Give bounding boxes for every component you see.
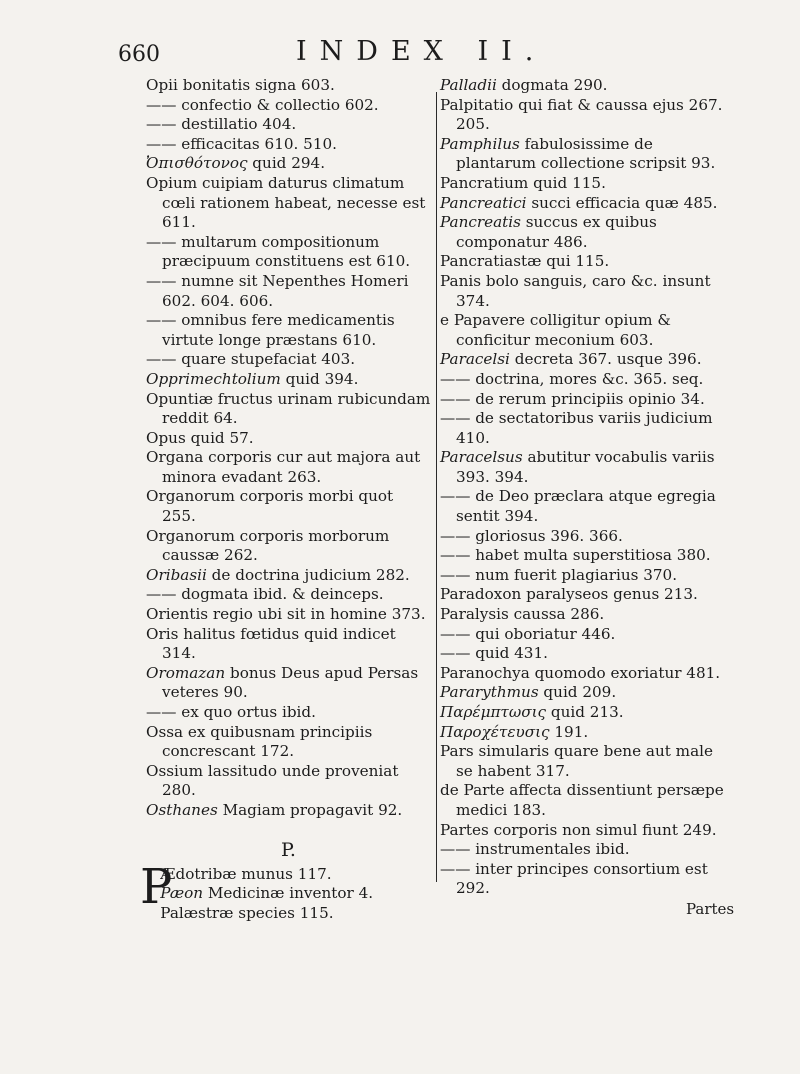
index-entry xyxy=(146,76,431,96)
entry-text: —— confectio & collectio 602. xyxy=(146,95,379,114)
index-entry xyxy=(146,370,431,390)
index-entry xyxy=(146,487,431,526)
entry-text: 191. xyxy=(549,722,589,741)
entry-text: Magiam propagavit 92. xyxy=(217,800,403,819)
entry-text: Paranochya quomodo exoriatur 481. xyxy=(440,663,721,682)
index-entry xyxy=(146,389,436,429)
entry-text: quid 213. xyxy=(546,703,624,721)
index-entry xyxy=(440,390,732,410)
index-entry xyxy=(146,585,431,605)
entry-text: Opuntiæ fructus urinam rubicundam reddit 64. xyxy=(146,389,436,428)
entry-text: Ossium lassitudo unde proveniat 280. xyxy=(146,761,404,800)
column-divider xyxy=(436,92,437,882)
index-entry xyxy=(146,96,431,116)
entry-head: Palladii xyxy=(440,76,497,94)
entry-text: Organorum corporis morbi quot 255. xyxy=(146,487,398,526)
index-entry xyxy=(146,566,431,586)
entry-text: de doctrina judicium 282. xyxy=(206,565,410,584)
entry-text: —— gloriosus 396. 366. xyxy=(440,526,623,545)
index-entry xyxy=(440,252,732,272)
entry-text: Ædotribæ munus 117. xyxy=(160,864,332,883)
entry-text: Ossa ex quibusnam principiis concrescant 172. xyxy=(146,722,378,761)
entry-text: succus ex quibus componatur 486. xyxy=(456,213,662,251)
entry-text: fabulosissime de plantarum collectione scripsit 93. xyxy=(456,134,716,173)
entry-text: Palæstræ species 115. xyxy=(160,903,334,922)
index-entry xyxy=(146,174,431,233)
left-column xyxy=(140,76,436,923)
entry-text: quid 294. xyxy=(247,154,326,173)
index-entry xyxy=(146,801,431,821)
entry-text: Organa corporis cur aut majora aut minora evadant 263. xyxy=(146,448,426,486)
index-entry xyxy=(440,664,732,684)
entry-text: Opii bonitatis signa 603. xyxy=(146,76,335,94)
entry-text: Oris halitus fœtidus quid indicet 314. xyxy=(146,624,401,663)
index-entry xyxy=(146,723,431,762)
entry-text: —— inter principes consortium est 292. xyxy=(440,859,713,898)
index-entry xyxy=(440,840,732,860)
index-entry xyxy=(440,585,732,605)
index-entry xyxy=(146,904,431,924)
entry-text: Paralysis caussa 286. xyxy=(440,605,605,624)
entry-text: Paradoxon paralyseos genus 213. xyxy=(440,585,698,604)
entry-head: Pamphilus xyxy=(440,134,520,153)
drop-cap: P xyxy=(140,858,173,915)
index-entry xyxy=(440,605,732,625)
entry-text: Orientis regio ubi sit in homine 373. xyxy=(146,605,426,624)
index-entry xyxy=(146,762,431,801)
entry-text: —— num fuerit plagiarius 370. xyxy=(440,565,678,584)
entry-text: —— efficacitas 610. 510. xyxy=(146,134,338,153)
entry-head: Paracelsus xyxy=(440,448,523,467)
index-entry xyxy=(440,135,732,174)
index-entry xyxy=(440,96,732,135)
index-entry xyxy=(440,213,732,252)
index-entry xyxy=(146,135,431,155)
entry-head: Παρέμπτωσις xyxy=(440,703,547,721)
entry-head: Pararythmus xyxy=(440,683,539,702)
entry-text: —— de rerum principiis opinio 34. xyxy=(440,389,705,408)
entry-text: Pancratiastæ qui 115. xyxy=(440,252,610,271)
section-letter: P. xyxy=(281,838,296,861)
index-entry xyxy=(440,703,732,723)
index-entry xyxy=(146,703,431,723)
left-entries xyxy=(146,76,436,821)
entry-text: —— multarum compositionum præcipuum constituens est 610. xyxy=(146,232,411,271)
entry-text: —— de sectatoribus variis judicium 410. xyxy=(440,409,718,447)
index-entry xyxy=(440,409,732,448)
entry-text: —— doctrina, mores &c. 365. seq. xyxy=(440,369,704,388)
index-entry xyxy=(146,154,431,174)
entry-text: —— quare stupefaciat 403. xyxy=(146,350,356,369)
index-entry xyxy=(440,487,732,526)
index-entry xyxy=(146,527,431,566)
entry-text: Panis bolo sanguis, caro &c. insunt 374. xyxy=(440,271,716,310)
entry-head: Παροχέτευσις xyxy=(440,722,550,741)
index-entry xyxy=(440,527,732,547)
right-entries xyxy=(440,76,732,899)
page-number: 660 xyxy=(118,42,160,67)
index-entry xyxy=(440,683,732,703)
index-entry xyxy=(440,546,732,566)
entry-head: Ὀπισθότονος xyxy=(146,154,248,173)
entry-text: —— qui oboriatur 446. xyxy=(440,624,616,643)
entry-head: Oromazan xyxy=(146,663,226,682)
entry-text: Pancratium quid 115. xyxy=(440,173,606,192)
index-entry xyxy=(440,742,732,781)
entry-text: e Papavere colligitur opium & conficitur meconium 603. xyxy=(440,311,676,349)
right-column xyxy=(440,76,732,899)
index-entry xyxy=(440,76,732,96)
index-entry xyxy=(146,865,431,885)
entry-text: Organorum corporis morborum caussæ 262. xyxy=(146,526,395,565)
index-entry xyxy=(440,625,732,645)
entry-text: Pars simularis quare bene aut male se habent 317. xyxy=(440,742,718,780)
index-entry xyxy=(146,884,431,904)
entry-head: Pancreatis xyxy=(440,213,521,232)
entry-text: quid 394. xyxy=(280,369,359,388)
entry-head: Opprimechtolium xyxy=(146,369,281,388)
entry-text: dogmata 290. xyxy=(496,76,608,94)
entry-text: —— instrumentales ibid. xyxy=(440,840,630,859)
entry-text: Partes corporis non simul fiunt 249. xyxy=(440,820,717,839)
entry-text: quid 209. xyxy=(538,683,617,702)
index-entry xyxy=(146,311,431,350)
entry-text: —— destillatio 404. xyxy=(146,115,297,134)
index-entry xyxy=(146,350,431,370)
index-entry xyxy=(440,272,732,311)
index-entry xyxy=(146,605,431,625)
index-entry xyxy=(440,723,732,743)
index-entry xyxy=(146,233,431,272)
entry-text: —— numne sit Nepenthes Homeri 602. 604. 606. xyxy=(146,271,414,310)
entry-text: bonus Deus apud Persas veteres 90. xyxy=(162,663,423,702)
entry-text: de Parte affecta dissentiunt persæpe medici 183. xyxy=(440,781,729,819)
index-entry xyxy=(440,350,732,370)
entry-text: —— quid 431. xyxy=(440,644,548,663)
index-entry xyxy=(440,644,732,664)
running-title: INDEX II. xyxy=(296,36,547,67)
index-entry xyxy=(440,194,732,214)
index-entry xyxy=(440,311,732,350)
entry-text: succi efficacia quæ 485. xyxy=(526,193,718,212)
index-entry xyxy=(440,821,732,841)
index-entry xyxy=(146,115,431,135)
entry-text: Medicinæ inventor 4. xyxy=(203,884,374,903)
entry-text: Opium cuipiam daturus climatum cœli rationem habeat, necesse est 611. xyxy=(146,173,431,232)
index-entry xyxy=(146,448,431,487)
index-entry xyxy=(146,429,431,449)
entry-text: Palpitatio qui fiat & caussa ejus 267. 205. xyxy=(440,95,728,134)
entry-text: —— dogmata ibid. & deinceps. xyxy=(146,585,384,604)
index-entry xyxy=(146,664,431,703)
catchword: Partes xyxy=(686,900,735,918)
entry-text: —— omnibus fere medicamentis virtute longe præstans 610. xyxy=(146,311,400,349)
entry-head: Osthanes xyxy=(146,800,218,819)
entry-text: abutitur vocabulis variis 393. 394. xyxy=(456,448,720,486)
index-entry xyxy=(440,370,732,390)
entry-text: Opus quid 57. xyxy=(146,428,254,447)
index-entry xyxy=(440,448,732,487)
left-after-entries xyxy=(146,865,431,924)
index-entry xyxy=(146,625,431,664)
entry-text: —— de Deo præclara atque egregia sentit 394. xyxy=(440,487,721,526)
index-entry xyxy=(440,860,732,899)
index-entry xyxy=(440,174,732,194)
entry-text: decreta 367. usque 396. xyxy=(509,350,702,369)
entry-text: —— ex quo ortus ibid. xyxy=(146,703,316,721)
entry-head: Pancreatici xyxy=(440,193,527,212)
entry-head: Paracelsi xyxy=(440,350,510,369)
drop-cap-block xyxy=(140,858,431,924)
index-entry xyxy=(146,272,431,311)
entry-head: Pæon xyxy=(160,884,204,903)
index-entry xyxy=(440,566,732,586)
index-entry xyxy=(440,781,732,820)
entry-text: —— habet multa superstitiosa 380. xyxy=(440,546,711,565)
entry-head: Oribasii xyxy=(146,565,207,584)
